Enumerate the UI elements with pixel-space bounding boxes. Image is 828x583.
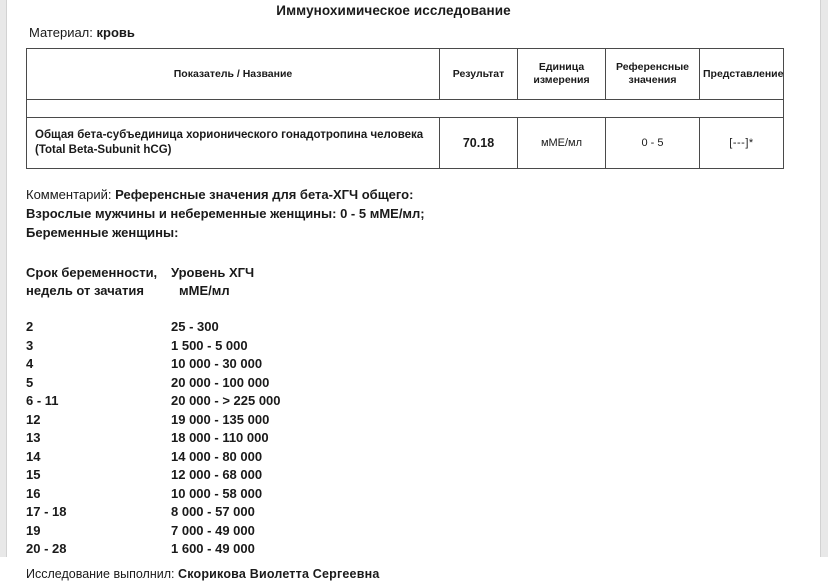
- reference-row: [26, 392, 820, 411]
- reference-row: [26, 466, 820, 485]
- reference-row: [26, 411, 820, 430]
- cell-unit: мМЕ/мл: [518, 118, 606, 169]
- reference-row: [26, 355, 820, 374]
- comment-heading: Референсные значения для бета-ХГЧ общего:: [115, 187, 414, 202]
- reference-row-weeks: 2: [26, 319, 34, 334]
- reference-row-value: 12 000 - 68 000: [171, 467, 263, 482]
- reference-row: [26, 318, 820, 337]
- page-edge-left: [0, 0, 7, 557]
- reference-header-level-line2: мМЕ/мл: [179, 283, 230, 298]
- reference-header-weeks-line2: недель от зачатия: [26, 283, 144, 298]
- reference-header-level-line1: Уровень ХГЧ: [171, 265, 255, 280]
- reference-row-weeks: 13: [26, 430, 41, 445]
- reference-row-value: 10 000 - 30 000: [171, 356, 263, 371]
- reference-row-weeks: 5: [26, 374, 34, 390]
- reference-row-value: 1 500 - 5 000: [171, 337, 248, 353]
- comment-heading-line: [26, 185, 820, 204]
- footer-performer: Скорикова Виолетта Сергеевна: [177, 566, 380, 581]
- table-row: [27, 118, 784, 169]
- reference-row-weeks: 4: [26, 356, 34, 371]
- results-table: [26, 48, 784, 169]
- reference-row-value: 25 - 300: [171, 319, 219, 334]
- table-spacer-row: [27, 100, 784, 118]
- reference-header-row-2: [26, 282, 820, 300]
- column-header-result: Результат: [440, 49, 518, 100]
- reference-row-weeks: 6 - 11: [26, 393, 59, 408]
- results-table-header-row: [27, 49, 784, 100]
- reference-row: [26, 522, 820, 541]
- column-header-representation: Представление: [700, 49, 784, 100]
- footer-label: Исследование выполнил:: [26, 566, 175, 581]
- reference-row-weeks: 15: [26, 467, 41, 482]
- cell-representation: [---]*: [700, 118, 784, 169]
- comment-line-pregnant: Беременные женщины:: [26, 225, 179, 240]
- reference-row-weeks: 14: [26, 448, 41, 464]
- reference-row-weeks: 19: [26, 522, 41, 538]
- reference-header-row-1: [26, 264, 820, 282]
- reference-row-weeks: 16: [26, 485, 41, 501]
- table-spacer-cell: [27, 100, 784, 118]
- comment-line-adults: Взрослые мужчины и небеременные женщины: 0 - 5 мМЕ/мл;: [26, 206, 425, 221]
- reference-row-value: 19 000 - 135 000: [171, 411, 270, 427]
- reference-row-value: 8 000 - 57 000: [171, 504, 255, 519]
- material-value: кровь: [96, 25, 135, 40]
- cell-reference-range: 0 - 5: [606, 118, 700, 169]
- column-header-unit: Единица измерения: [518, 49, 606, 100]
- page-edge-right: [820, 0, 828, 557]
- reference-table-header: [26, 264, 820, 300]
- cell-result-value: 70.18: [440, 118, 518, 169]
- reference-row: [26, 485, 820, 504]
- reference-row: [26, 448, 820, 467]
- reference-row: [26, 374, 820, 393]
- material-line: [29, 25, 820, 41]
- reference-row-value: 1 600 - 49 000: [171, 541, 255, 556]
- column-header-reference: Референсные значения: [606, 49, 700, 100]
- material-label: Материал:: [29, 25, 93, 40]
- report-sheet: [7, 0, 820, 581]
- footer-performer-line: [26, 566, 820, 583]
- reference-row: [26, 429, 820, 448]
- reference-row-weeks: 3: [26, 337, 34, 353]
- reference-row-value: 7 000 - 49 000: [171, 522, 255, 538]
- reference-header-weeks-line1: Срок беременности,: [26, 265, 158, 280]
- column-header-name: Показатель / Название: [27, 49, 440, 100]
- reference-row: [26, 540, 820, 559]
- reference-row: [26, 337, 820, 356]
- reference-row-value: 18 000 - 110 000: [171, 430, 269, 445]
- comment-label: Комментарий:: [26, 187, 112, 202]
- reference-row-value: 20 000 - 100 000: [171, 374, 270, 390]
- reference-row-weeks: 12: [26, 411, 41, 427]
- cell-analyte-name: Общая бета-субъединица хорионического гонадотропина человека (Total Beta-Subunit hCG): [27, 118, 440, 169]
- page-title: Иммунохимическое исследование: [276, 3, 511, 18]
- reference-row-value: 20 000 - > 225 000: [171, 393, 281, 408]
- reference-row-value: 14 000 - 80 000: [171, 448, 263, 464]
- reference-row-weeks: 20 - 28: [26, 541, 67, 556]
- reference-row-value: 10 000 - 58 000: [171, 485, 263, 501]
- reference-value-list: [26, 318, 820, 559]
- reference-row-weeks: 17 - 18: [26, 504, 67, 519]
- reference-row: [26, 503, 820, 522]
- comment-block: [26, 185, 820, 242]
